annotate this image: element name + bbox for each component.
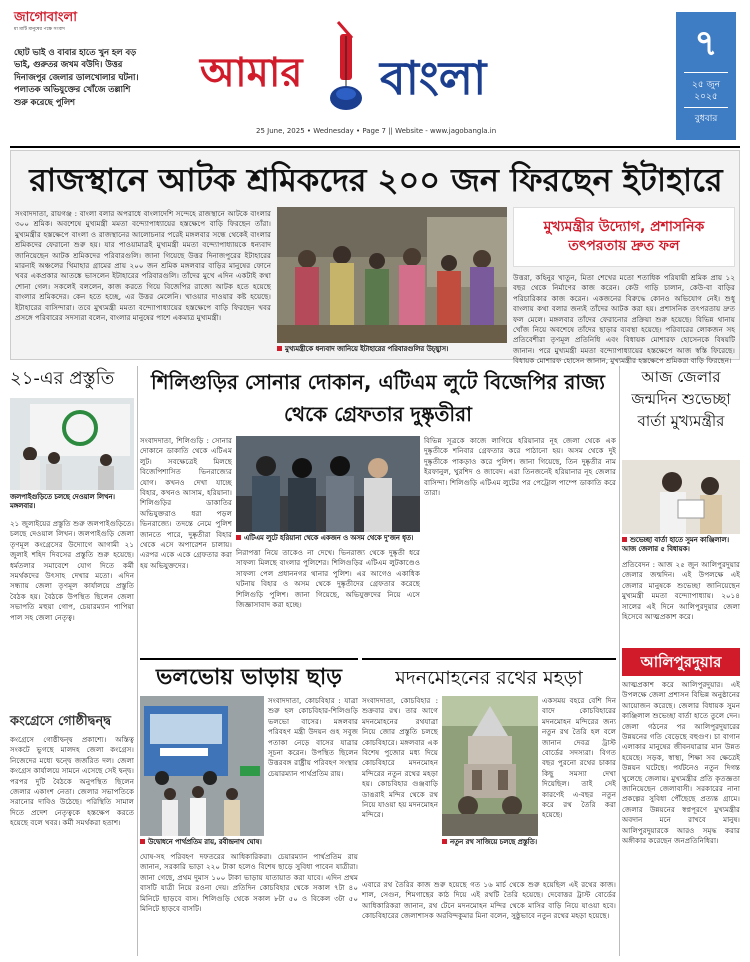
masthead-title-right: বাংলা [380,51,487,105]
bus-caption-text: উদ্বোধনে পার্থপ্রতিম রায়, রবীন্দ্রনাথ ঘোষ। [148,838,262,846]
rath-headline: মদনমোহনের রথের মহড়া [395,667,583,689]
page-number: ৭ [694,23,718,64]
dateline: 25 June, 2025 • Wednesday • Page 7 || Website - www.jagobangla.in [256,127,497,135]
birthday-caption [622,536,740,556]
brand-logo-tag: মা মাটি মানুষের পক্ষে সংবাদ [14,27,65,32]
masthead-rule [10,146,740,148]
lead-photo [277,207,507,343]
bus-photo [140,696,264,836]
rath-photo [442,696,538,836]
lead-caption-text: মুখ্যমন্ত্রীকে ধন্যবাদ জানিয়ে ইটাহারের পরিবারগুলির উচ্ছ্বাস। [285,345,449,353]
bus-body-top: সংবাদদাতা, কোচবিহার : যাত্রা শুরু হল কোচবিহার-শিলিগুড়ি ভলভো বাসের। মঙ্গলবার পরিবহণ মন্ত্রী উদয়ন গুহ সবুজ পতাকা নেড়ে বাসের যাত্রার সূচনা করেন। উপস্থিত ছিলেন উত্তরবঙ্গ রাষ্ট্রীয় পরিবহণ সংস্থার চেয়ারম্যান পার্থপ্রতিম রায়। [268,696,358,778]
gold-headline: শিলিগুড়ির সোনার দোকান, এটিএম লুটে বিজেপির রাজ্য থেকে গ্রেফতার দুষ্কৃতীরা [151,370,605,426]
birthday-headline: আজ জেলার জন্মদিন শুভেচ্ছা বার্তা মুখ্যমন্ত্রীর [631,368,731,430]
birthday-body-2: আত্মপ্রকাশ করে আলিপুরদুয়ার। এই উপলক্ষে জেলা প্রশাসন বিভিন্ন অনুষ্ঠানের আয়োজন করেছে। জেলার বিধায়ক সুমন কাঞ্জিলাল শুভেচ্ছা বার্তা হাতে তুলে দেন। জেলা গঠনের পর আলিপুরদুয়ারের উন্নয়নের গতি বেড়েছে বহুগুণ। চা বাগান এলাকার মানুষের জীবনযাত্রার মান উন্নত হয়েছে। সড়ক, স্বাস্থ্য, শিক্ষা সব ক্ষেত্রেই উন্নয়ন ঘটেছে। পর্যটনেও নতুন দিগন্ত খুলেছে জেলায়। মুখ্যমন্ত্রীর প্রতি কৃতজ্ঞতা জানিয়েছেন জেলাবাসী। সরকারের নানা প্রকল্পের সুবিধা পৌঁছেছে প্রত্যন্ত গ্রামে। জেলার উন্নয়নের স্বপ্নপূরণে মুখ্যমন্ত্রীর অবদান মনে রাখবে মানুষ। আলিপুরদুয়ারকে আরও সমৃদ্ধ করার অঙ্গীকার করেছেন জনপ্রতিনিধিরা। [622,680,740,846]
gold-body-right: বিভিন্ন সূত্রকে কাজে লাগিয়ে হরিয়ানার নূহ জেলা থেকে এক দুষ্কৃতীকে শনিবার গ্রেফতার করে পাঠানো হয়। অসম থেকে দুই দুষ্কৃতীকে পাকড়াও করে পুলিশ। জানা গিয়েছে, তিন দুষ্কৃতীর নাম ইরফানুল, খুরশিদ ও জাবেদ। এরা তিনজনেই হরিয়ানার নূহ জেলার বাসিন্দা। শিলিগুড়ি এটিএম লুটের পর পেট্রোল পাম্পে ডাকাতি করে তারা। [424,436,616,498]
lead-subheadline-box [513,207,735,267]
column-rule-right [619,366,620,956]
story-21-headline: ২১-এর প্রস্তুতি [10,368,115,389]
ear-story: ছোট ভাই ও বাবার হাতে খুন হল বড় ভাই, গুরুতর জখম বউদি। উত্তর দিনাজপুর জেলার ডালখোলার ঘটনা। পলাতক অভিযুক্তের খোঁজে তল্লাশি শুরু করেছে পুলিশ [14,47,139,107]
rath-body-bottom: এবারে রথ তৈরির কাজ শুরু হয়েছে গত ১৬ মার্চ থেকে শুরু হয়েছিল এই রথের কাজ। শাল, সেগুন, শিমগাছের কাঠ দিয়ে এই রথটি তৈরি হয়েছে। দেবোত্তর ট্রাস্ট বোর্ডের আধিকারিকরা জানান, রথ টেনে মদনমোহন মন্দির থেকে মাসির বাড়ি নিয়ে যাওয়া হবে। কোচবিহারের জেলাশাসক অরবিন্দকুমার মিনা বলেন, সুষ্ঠুভাবে নতুন রথের মহড়া হয়েছে। [362,880,616,921]
rath-caption-text: নতুন রথ সাজিয়ে চলছে প্রস্তুতি। [450,838,538,846]
lead-caption [277,345,509,357]
rath-caption [442,838,538,858]
bus-body-bottom: ঘোষ-সহ পরিবহণ দফতরের আধিকারিকরা। চেয়ারম্যান পার্থপ্রতিম রায় জানান, সরকারি ভাড়া ২২০ টাকা হলেও বিশেষ ছাড়ে সুবিধা পাবেন যাত্রীরা। জানা গেছে, প্রথম দুমাস ১০০ টাকা ভাড়ায় যাতায়াত করা যাবে। এদিন প্রথম বাসটি যাত্রী নিয়ে রওনা দেয়। প্রতিদিন কোচবিহার থেকে সকাল ৭টা ৪০ মিনিটে ছাড়বে বাস। শিলিগুড়ি থেকে সকাল ৮টা ৫০ ও বিকেল ৩টা ৫০ মিনিটে ছাড়বে বাসটি। [140,852,358,914]
birthday-body: প্রতিবেদন : আজ ২৫ জুন আলিপুরদুয়ার জেলার জন্মদিন। এই উপলক্ষে এই জেলার মানুষকে শুভেচ্ছা জানিয়েছেন মুখ্যমন্ত্রী মমতা বন্দ্যোপাধ্যায়। ২০১৪ সালের এই দিনে আলিপুরদুয়ার জেলা হিসেবে আত্মপ্রকাশ করে। [622,560,740,622]
lead-story [10,150,740,366]
rath-photo-image [442,696,538,836]
alipurduar-banner-text: আলিপুরদুয়ার [640,653,722,671]
lead-photo-image [277,207,507,343]
weekday-bengali: বুধবার [694,114,718,124]
masthead-title [200,20,560,116]
caption-marker-icon [442,839,447,844]
birthday-photo [622,460,740,534]
gold-robbery-story [140,366,616,652]
alipurduar-banner [622,648,740,676]
page-box [676,12,736,140]
bus-caption [140,838,358,849]
story-21-body: ২১ জুলাইয়ের প্রস্তুতি শুরু জলপাইগুড়িতে। চলছে দেওয়াল লিখন। জলপাইগুড়ি জেলা তৃণমূল কংগ্রেসের উদ্যোগে আগামী ২১ জুলাই শহিদ দিবসের প্রস্তুতি শুরু হয়েছে। ধর্মতলার সমাবেশে যোগ দিতে কর্মী সমর্থকদের উৎসাহ দেখার মতো। এদিন সন্ধ্যায় জেলা তৃণমূল কার্যালয়ে প্রস্তুতি বৈঠক হয়। বৈঠকে উপস্থিত ছিলেন জেলা সভাপতি মহুয়া গোপ, চেয়ারম্যান পাপিয়া পাল সহ জেলা নেতৃত্ব। [10,519,134,622]
congress-body: কংগ্রেসে গোষ্ঠীদ্বন্দ্ব প্রকাশ্যে। অস্তিত্ব সংকটে ভুগছে মালদহ জেলা কংগ্রেস। নিজেদের মধ্যে দ্বন্দ্বে জর্জরিত দল। জেলা কংগ্রেস কার্যালয়ে সামনে এসেছে সেই দ্বন্দ্ব। পরপর দুটি বৈঠকে অনুপস্থিত ছিলেন জেলার একাংশ নেতা। জেলার সভাপতিকে সরানোর দাবিও উঠেছে। পরিস্থিতি সামাল দিতে প্রদেশ নেতৃত্বকে হস্তক্ষেপ করতে হয়েছে বলে খবর। কর্মী সমর্থকরা হতাশ। [10,735,134,828]
rath-body-left: সংবাদদাতা, কোচবিহার : শুক্রবার রথ। তার আগে মদনমোহনের রথযাত্রা নিয়ে জোর প্রস্তুতি চলছে কোচবিহারে। মঙ্গলবার এক বিশেষ পুজোর মধ্য দিয়ে কোচবিহারে মদনমোহন মন্দিরের নতুন রথের মহড়া হয়। কোচবিহার গুঞ্জবাড়ি ডাঙরাই মন্দির থেকে রথ নিয়ে যাওয়া হয় মদনমোহন মন্দিরে। [362,696,438,820]
gold-caption-1-text: এটিএম লুটে হরিয়ানা থেকে একজন ও অসম থেকে দু'জন ধৃত। [244,534,414,542]
page-divider [684,72,728,73]
masthead-title-left: আমার [200,50,303,96]
column-rule-left [137,366,138,956]
gold-caption-1 [236,534,420,545]
bus-headline: ভলভোয় ভাড়ায় ছাড় [156,665,342,690]
story-21-july [10,366,134,956]
bus-photo-image [140,696,264,836]
lead-body-right: উত্তরা, কহিনুর খাতুন, মিতা শেখের মতো শতাধিক পরিযায়ী শ্রমিক প্রায় ১২ বছর থেকে নির্মাণের কাজ করেন। কেউ গাড়ি চালান, কেউ-বা বাড়ির পরিচারিকার কাজ করেন। একজনের বিরুদ্ধে কোনও অভিযোগ নেই। শুধু বাংলায় কথা বলার জন্যই তাঁদের আটক করা হয়। প্রশাসনিক তৎপরতায় দ্রুত ফল মেলে। মঙ্গলবার তাঁদের ফেরানোর প্রক্রিয়া শুরু হয়েছে। বিভিন্ন থানায় খোঁজ নিয়ে অবশেষে তাঁদের ছাড়ার ব্যবস্থা হয়েছে। পরিবারের লোকজন সহ প্রতিবেশীরা তৃণমূল প্রতিনিধি এবং বিধায়ক মোশারফ হোসেনকে বিষয়টি জানান। পরে মুখ্যমন্ত্রী মমতা বন্দ্যোপাধ্যায়ের হস্তক্ষেপে আজ স্বস্তি ফিরেছে। বিধায়ক মোশারফ হোসেন জানান, মুখ্যমন্ত্রীর হস্তক্ষেপে শ্রমিকরা বাড়ি ফিরছেন। [513,273,735,366]
rath-body-mid: একসময় বহরে বেশি দিন বাদে কোচবিহারের মদনমোহন মন্দিরের জন্য নতুন রথ তৈরি হল বলে জানান দেবত্র ট্রাস্ট বোর্ডের সদস্যরা। বিগত বছর পুরনো রথের চাকার কিছু সমস্যা দেখা দিয়েছিল। তাই সেই কারণেই এ-বছর নতুন করে রথ তৈরি করা হয়েছে। [542,696,616,820]
congress-headline: কংগ্রেসে গোষ্ঠীদ্বন্দ্ব [10,714,111,729]
ektara-logo-icon [318,20,372,116]
date-bengali: ২৫ জুন ২০২৫ [692,80,720,102]
story-21-photo [10,398,134,490]
brand-logo-name: জাগোবাংলা [14,10,77,25]
gold-body-left: সংবাদদাতা, শিলিগুড়ি : সোনার দোকানে ডাকাতি থেকে এটিএম লুট। সবক্ষেত্রেই মিলছে বিজেপিশাসিত ভিনরাজ্যের যোগ। কখনও দেখা যাচ্ছে বিহার, কখনও আসাম, হরিয়ানা। শিলিগুড়ির ডাকাতির অভিযুক্তরাও ধরা পড়ল ভিনরাজ্যে। তদন্তে নেমে পুলিশ জানতে পারে, দুষ্কৃতীরা বিহার থেকে এসে অপারেশন চালায়। এরপর একে একে গ্রেফতার করা হয় অভিযুক্তদের। [140,436,232,570]
gold-photo-1-image [236,436,420,532]
birthday-photo-image [622,460,740,534]
caption-marker-icon [140,839,145,844]
lead-subheadline: মুখ্যমন্ত্রীর উদ্যোগ, প্রশাসনিক তৎপরতায় দ্রুত ফল [543,219,705,254]
story-21-caption: জলপাইগুড়িতে চলছে দেওয়াল লিখন। মঙ্গলবার। [10,493,115,510]
gold-photo-1 [236,436,420,532]
masthead [0,0,750,148]
caption-marker-icon [236,535,241,540]
brand-logo [14,10,100,33]
caption-marker-icon [277,346,282,351]
gold-body-mid: নিরাপত্তা নিয়ে তাকেও না দেখে। ভিনরাজ্য থেকে দুষ্কৃতী ধরে সাফল্য মিলছে বাংলার পুলিশের। শিলিগুড়ির এটিএম লুটকাণ্ডেও সাফল্য পেল প্রধাননগর থানার পুলিশ। এর আগেও একাধিক ঘটনায় বিহার ও অসম থেকে দুষ্কৃতীদের গ্রেফতার করেছে শিলিগুড়ি পুলিশ। জানা গিয়েছে, অভিযুক্তদের নিয়ে এসে জিজ্ঞাসাবাদ করা হচ্ছে। [236,548,420,610]
lead-body-left: সংবাদদাতা, রায়গঞ্জ : বাংলা বলার অপরাধে বাংলাদেশি সন্দেহে রাজস্থানে আটকে বাংলার ৩০০ শ্রমিক। অবশেষে মুখ্যমন্ত্রী মমতা বন্দ্যোপাধ্যায়ের হস্তক্ষেপে বাড়ি ফিরছেন তাঁরা। মুখ্যমন্ত্রীর হস্তক্ষেপে বাংলা ও রাজস্থানের আলোচনার পরেই মঙ্গলবার সন্ধে থেকেই বাংলার শ্রমিকদের ফেরানো শুরু হয়। যার পাওয়ামাত্রই মুখ্যমন্ত্রী মমতা বন্দ্যোপাধ্যায়কে ধন্যবাদ জানিয়েছেন আটক শ্রমিকদের পরিবারগুলি। জানা গিয়েছে উত্তর দিনাজপুরের ইটাহারের মারনাই অঞ্চলের খিমাহার গ্রামের প্রায় ২০০ জন শ্রমিক মঙ্গলবার বাড়ির মানুষের ফোনে খবর একপ্রকার আতঙ্কে ভাসলেন ইটাহারের পরিবারগুলি। তাঁদের মুখে এদিন একটাই কথা শোনা গেল। সকলেই বললেন, কাজ করতে গিয়ে বিজেপির রাজ্যে আটক হতে হয়েছে বাংলার শ্রমিকদের। কেন হতে হচ্ছে, এর উত্তর মেলেনি। খাওয়ার দাওয়ার কষ্ট হয়েছে। ইটাহারের বাসিন্দারা। তবে মুখ্যমন্ত্রী মমতা বন্দ্যোপাধ্যায়ের হস্তক্ষেপে বাড়ি ফিরছেন খবর প্রসঙ্গে পরিবারের সদস্যরা বলেন, বাংলার মানুষের পাশে একমাত্র মুখ্যমন্ত্রী। [15,209,271,323]
page-divider-2 [684,107,728,108]
caption-marker-icon [622,537,627,542]
lead-headline: রাজস্থানে আটক শ্রমিকদের ২০০ জন ফিরছেন ইটাহারে [29,161,723,199]
birthday-caption-text: শুভেচ্ছা বার্তা হাতে সুমন কাঞ্জিলাল। আজ জেলার ৫ বিধায়ক। [622,536,730,553]
story-21-photo-image [10,398,134,490]
